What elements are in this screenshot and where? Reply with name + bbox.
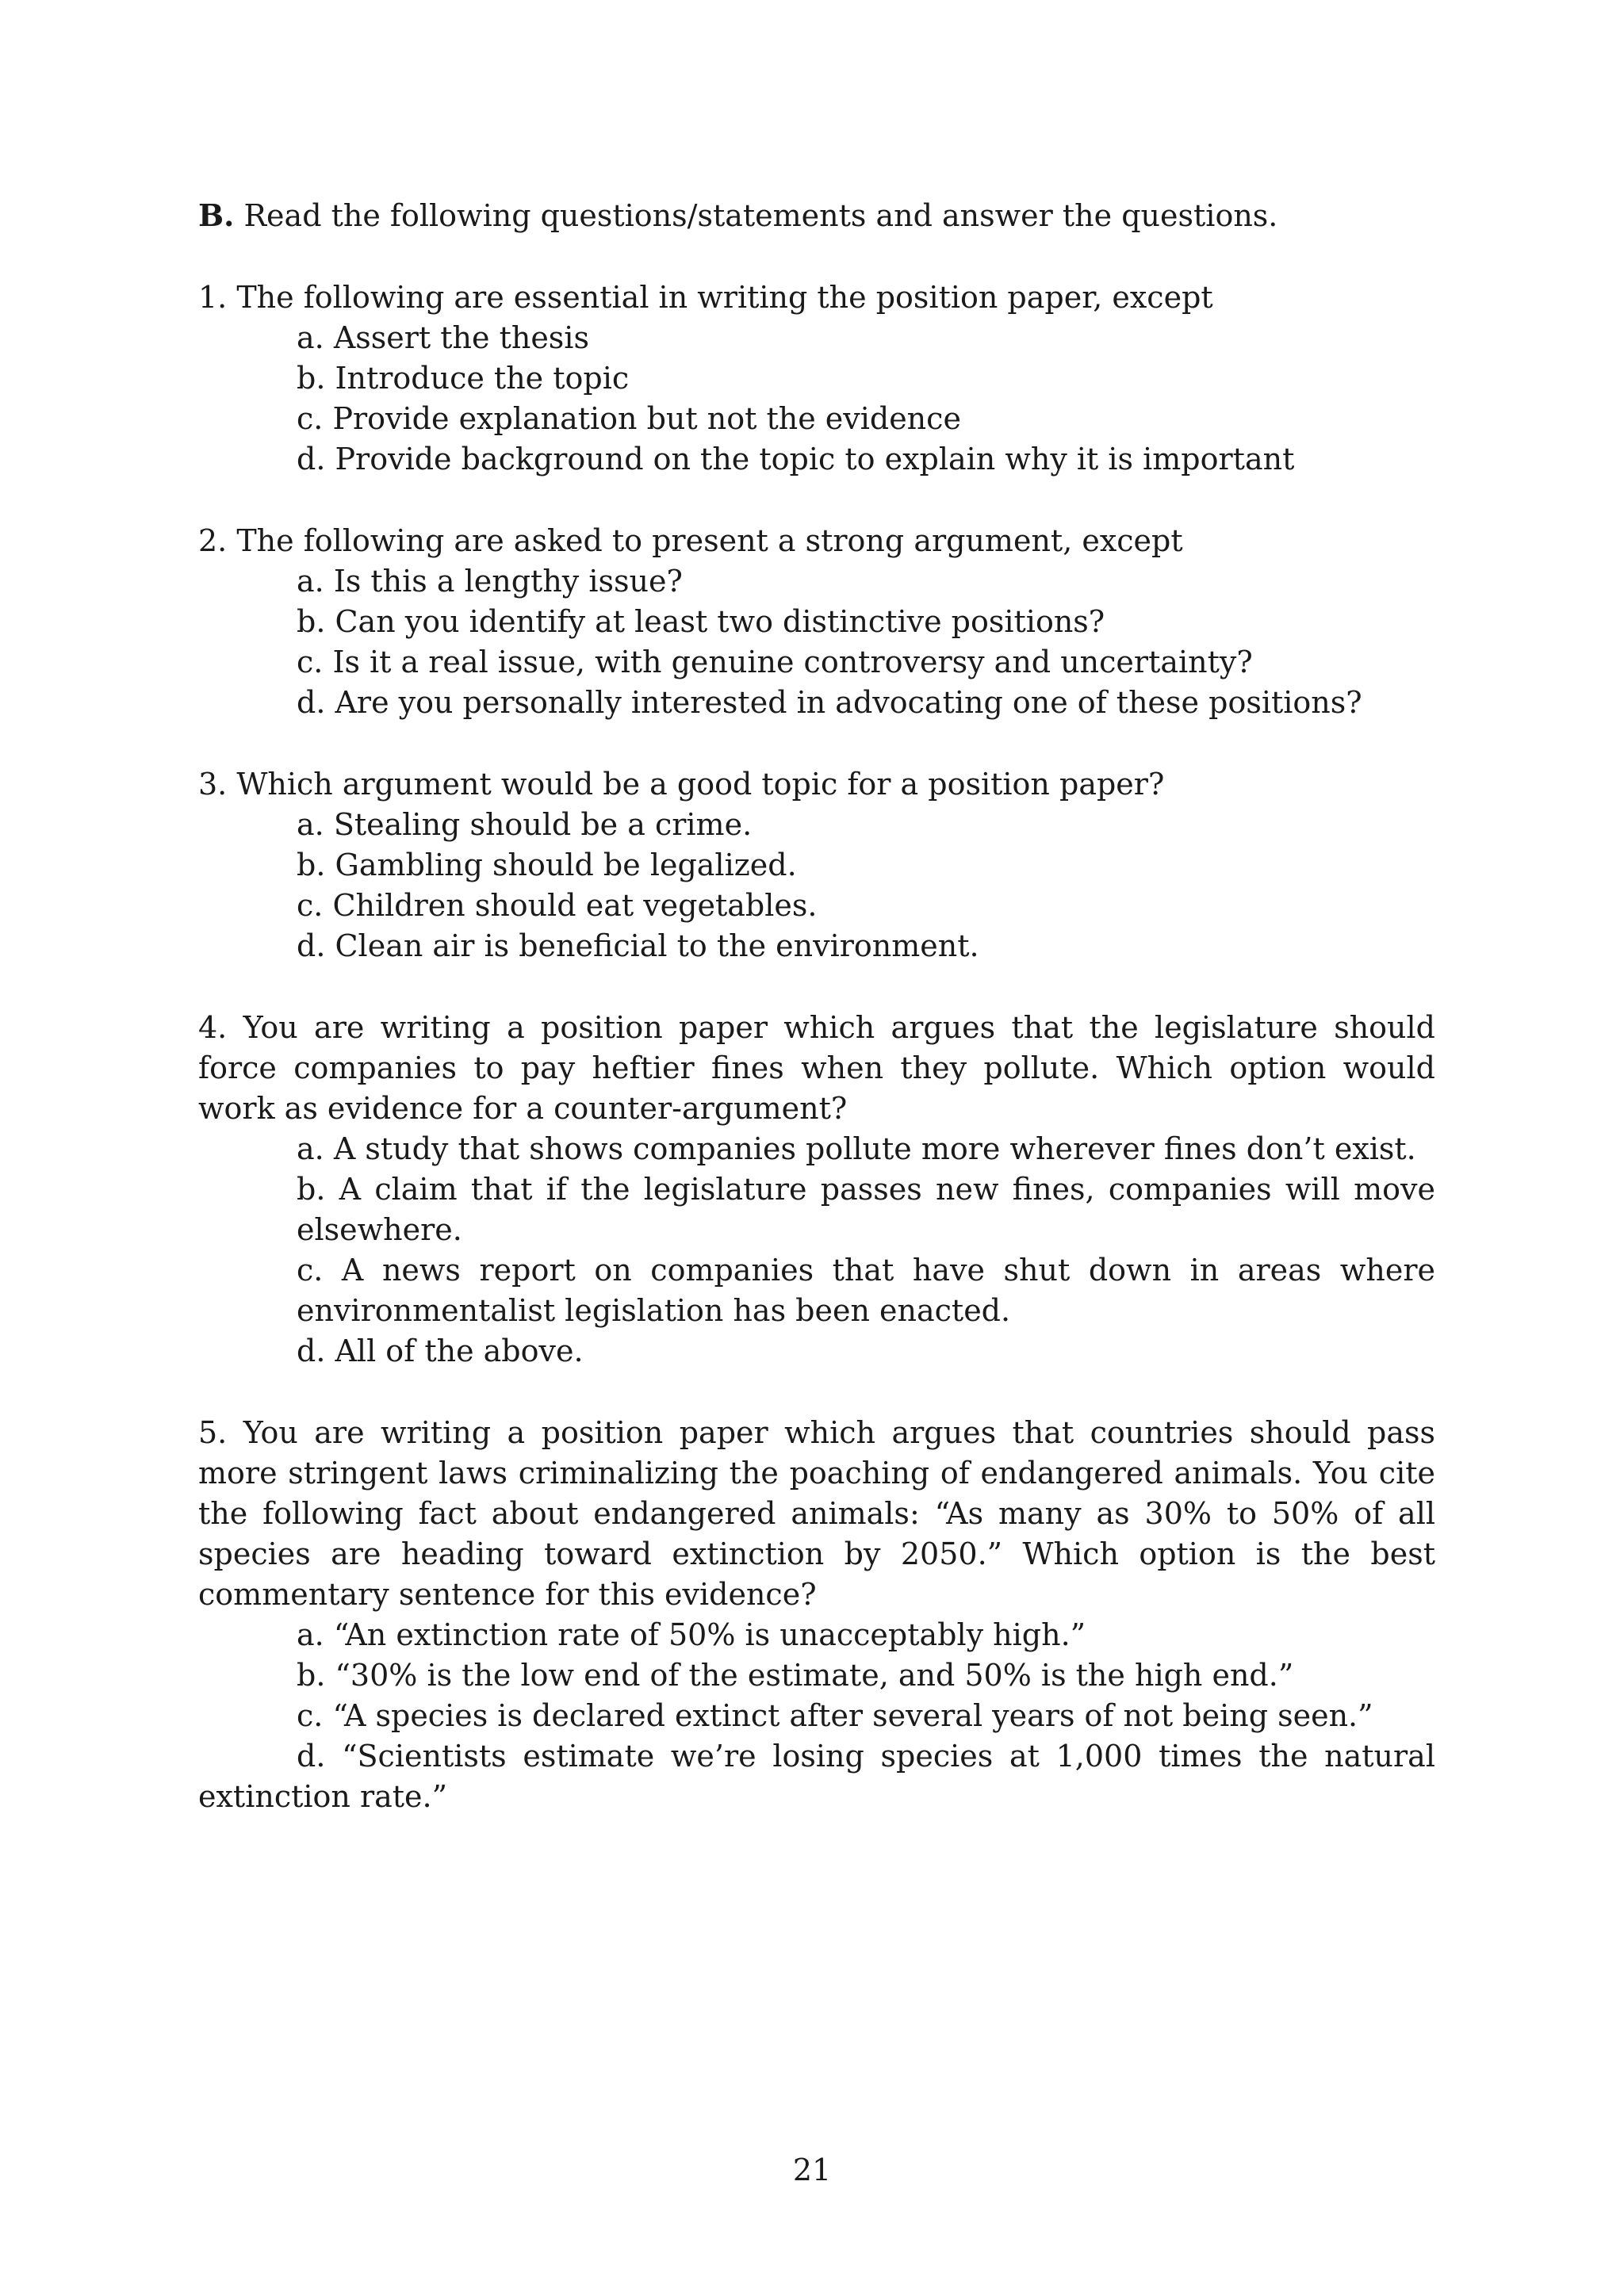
question-stem: 3. Which argument would be a good topic for a position paper? <box>198 767 1165 802</box>
option-a: a. Stealing should be a crime. <box>297 807 753 842</box>
section-label: B. <box>198 197 235 233</box>
option-c: c. “A species is declared extinct after several years of not being seen.” <box>297 1698 1373 1733</box>
question-stem: 2. The following are asked to present a strong argument, except <box>198 523 1183 558</box>
document-page <box>198 195 1435 1858</box>
answer-options <box>198 561 1435 723</box>
option-a: a. Assert the thesis <box>297 320 589 355</box>
option-d: d. Clean air is beneficial to the environment. <box>297 928 979 963</box>
option-d: d. Are you personally interested in advocating one of these positions? <box>297 685 1362 720</box>
option-c: c. A news report on companies that have shut down in areas where environmentalist legislation has been enacted. <box>297 1253 1435 1328</box>
option-b: b. Gambling should be legalized. <box>297 848 797 882</box>
question-stem: 1. The following are essential in writing the position paper, except <box>198 280 1213 315</box>
option-b: b. Introduce the topic <box>297 361 630 396</box>
page-number: 21 <box>792 2152 832 2187</box>
answer-options <box>198 318 1435 480</box>
option-a: a. Is this a lengthy issue? <box>297 564 683 599</box>
answer-options <box>198 805 1435 966</box>
question-3 <box>198 764 1435 966</box>
section-instructions <box>198 195 1435 236</box>
question-2 <box>198 521 1435 723</box>
option-c: c. Is it a real issue, with genuine controversy and uncertainty? <box>297 645 1253 679</box>
option-c: c. Children should eat vegetables. <box>297 888 818 923</box>
answer-options <box>198 1129 1435 1372</box>
question-5 <box>198 1413 1435 1817</box>
answer-options <box>198 1615 1435 1817</box>
option-d: d. All of the above. <box>297 1334 584 1368</box>
question-stem: 5. You are writing a position paper which argues that countries should pass more stringent laws criminalizing the poaching of endangered animals. You cite the following fact about endangered animals: “As many as 30% to 50% of all species are heading toward extinction by 2050.” Which option is the best commentary sentence for this evidence? <box>198 1415 1435 1612</box>
option-d: d. Provide background on the topic to explain why it is important <box>297 442 1295 476</box>
option-b: b. “30% is the low end of the estimate, and 50% is the high end.” <box>297 1658 1294 1693</box>
question-4 <box>198 1008 1435 1372</box>
option-b: b. Can you identify at least two distinctive positions? <box>297 604 1105 639</box>
question-stem: 4. You are writing a position paper which argues that the legislature should force companies to pay heftier fines when they pollute. Which option would work as evidence for a counter-argument? <box>198 1010 1435 1126</box>
option-b: b. A claim that if the legislature passes new fines, companies will move elsewhere. <box>297 1172 1435 1247</box>
option-c: c. Provide explanation but not the evidence <box>297 401 961 436</box>
instructions-text: Read the following questions/statements and answer the questions. <box>234 198 1278 233</box>
option-a: a. A study that shows companies pollute more wherever fines don’t exist. <box>297 1131 1416 1166</box>
question-1 <box>198 277 1435 480</box>
option-d: d. “Scientists estimate we’re losing species at 1,000 times the natural extinction rate.” <box>198 1739 1435 1814</box>
option-a: a. “An extinction rate of 50% is unacceptably high.” <box>297 1617 1086 1652</box>
